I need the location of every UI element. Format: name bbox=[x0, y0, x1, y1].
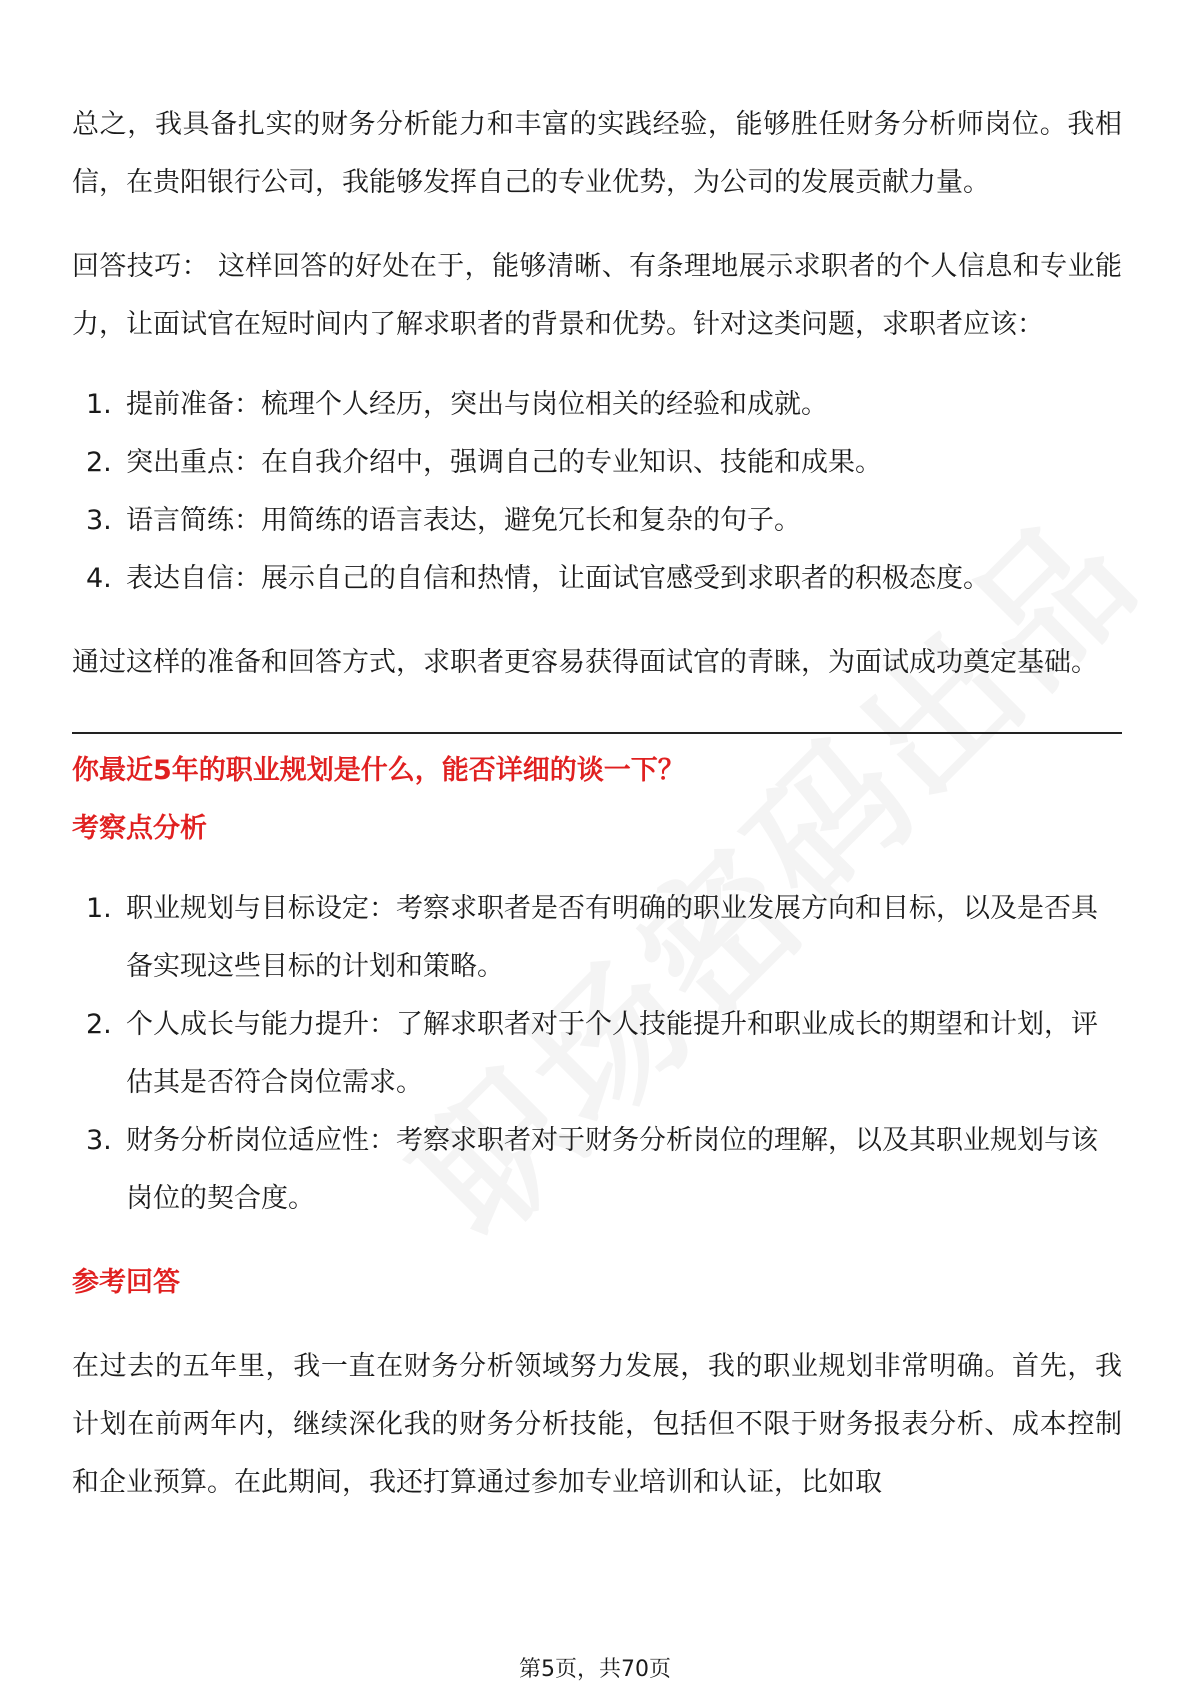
intro-paragraph: 总之，我具备扎实的财务分析能力和丰富的实践经验，能够胜任财务分析师岗位。我相信，在贵阳银行公司，我能够发挥自己的专业优势，为公司的发展贡献力量。 bbox=[72, 109, 1122, 198]
closing-paragraph: 通过这样的准备和回答方式，求职者更容易获得面试官的青睐，为面试成功奠定基础。 bbox=[72, 647, 1098, 678]
list-text: 个人成长与能力提升：了解求职者对于个人技能提升和职业成长的期望和计划，评估其是否符合岗位需求。 bbox=[126, 1009, 1098, 1098]
list-number: 4. bbox=[86, 563, 112, 594]
list-text: 突出重点：在自我介绍中，强调自己的专业知识、技能和成果。 bbox=[126, 447, 882, 478]
list-text: 职业规划与目标设定：考察求职者是否有明确的职业发展方向和目标，以及是否具备实现这些目标的计划和策略。 bbox=[126, 893, 1098, 982]
list-item bbox=[72, 996, 1122, 1112]
tips-list bbox=[72, 376, 1122, 608]
analysis-heading: 考察点分析 bbox=[72, 813, 207, 844]
answer-heading: 参考回答 bbox=[72, 1267, 180, 1298]
page-content bbox=[72, 96, 1122, 1512]
list-text: 表达自信：展示自己的自信和热情，让面试官感受到求职者的积极态度。 bbox=[126, 563, 990, 594]
list-item bbox=[72, 376, 1122, 434]
list-text: 语言简练：用简练的语言表达，避免冗长和复杂的句子。 bbox=[126, 505, 801, 536]
page-footer: 第5页，共70页 bbox=[519, 1657, 671, 1682]
list-number: 2. bbox=[86, 1009, 112, 1040]
list-text: 财务分析岗位适应性：考察求职者对于财务分析岗位的理解，以及其职业规划与该岗位的契合度。 bbox=[126, 1125, 1098, 1214]
list-item bbox=[72, 550, 1122, 608]
question-title: 你最近5年的职业规划是什么，能否详细的谈一下？ bbox=[72, 755, 685, 786]
section-divider bbox=[72, 732, 1122, 734]
list-number: 2. bbox=[86, 447, 112, 478]
list-item bbox=[72, 1112, 1122, 1228]
list-item bbox=[72, 880, 1122, 996]
answer-paragraph: 在过去的五年里，我一直在财务分析领域努力发展，我的职业规划非常明确。首先，我计划在前两年内，继续深化我的财务分析技能，包括但不限于财务报表分析、成本控制和企业预算。在此期间，我还打算通过参加专业培训和认证，比如取 bbox=[72, 1351, 1122, 1498]
list-item bbox=[72, 492, 1122, 550]
analysis-list bbox=[72, 880, 1122, 1228]
list-text: 提前准备：梳理个人经历，突出与岗位相关的经验和成就。 bbox=[126, 389, 828, 420]
list-item bbox=[72, 434, 1122, 492]
list-number: 3. bbox=[86, 505, 112, 536]
tips-paragraph: 回答技巧： 这样回答的好处在于，能够清晰、有条理地展示求职者的个人信息和专业能力，让面试官在短时间内了解求职者的背景和优势。针对这类问题，求职者应该： bbox=[72, 251, 1122, 340]
list-number: 3. bbox=[86, 1125, 112, 1156]
list-number: 1. bbox=[86, 893, 112, 924]
list-number: 1. bbox=[86, 389, 112, 420]
